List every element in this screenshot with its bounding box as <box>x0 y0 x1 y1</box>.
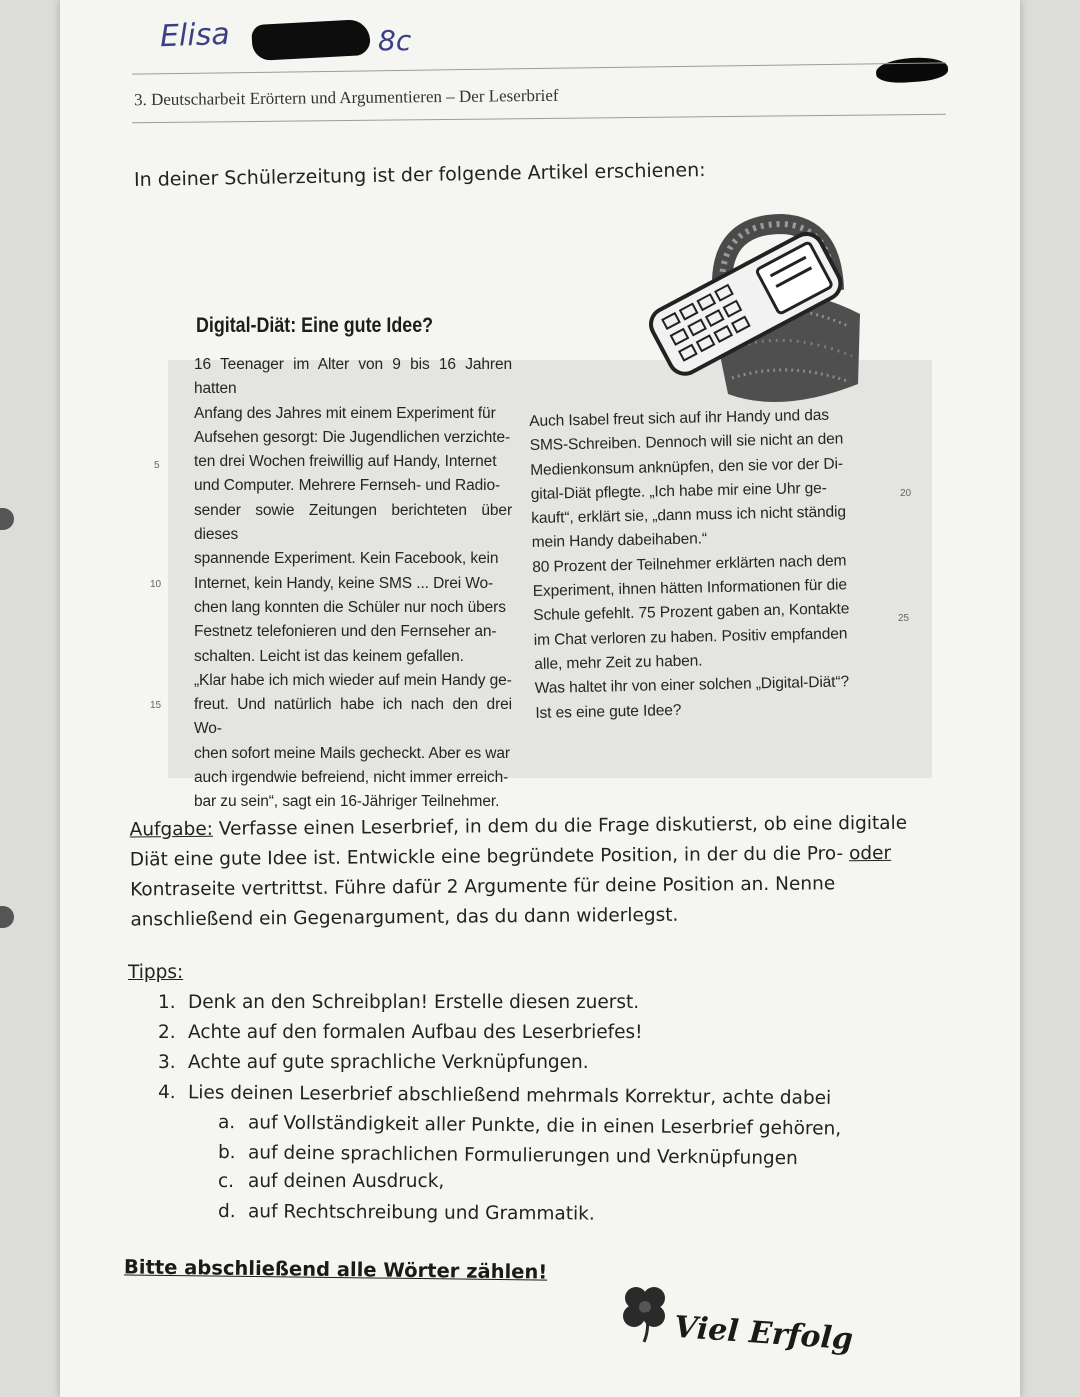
article-title: Digital-Diät: Eine gute Idee? <box>196 314 434 337</box>
tip-subitem-letter: c. <box>218 1171 235 1192</box>
header-rule-top <box>132 62 946 74</box>
tip-text: Achte auf den formalen Aufbau des Leserbriefes! <box>188 1022 643 1043</box>
line-number-20: 20 <box>900 488 912 499</box>
punch-hole-top <box>0 508 14 530</box>
article-line: kauft“, erklärt sie, „dann muss ich nicht ständig <box>531 503 847 528</box>
header-rule-bottom <box>132 114 946 124</box>
tip-subitem-text: auf Rechtschreibung und Grammatik. <box>247 1201 595 1225</box>
ink-blot <box>875 56 948 85</box>
student-name: Elisa <box>159 16 231 55</box>
tips-heading: Tipps: <box>128 962 184 983</box>
tip-subitem <box>218 1112 841 1140</box>
tip-subitem-text: auf deinen Ausdruck, <box>248 1171 445 1192</box>
article-line: Was haltet ihr von einer solchen „Digital-Diät“? <box>534 673 850 698</box>
article-line: chen lang konnten die Schüler nur noch übers <box>194 598 506 616</box>
tip-subitem-text: auf deine sprachlichen Formulierungen und Verknüpfungen <box>247 1142 798 1170</box>
tip-number: 2. <box>158 1022 176 1043</box>
article-line: spannende Experiment. Kein Facebook, kein <box>194 550 499 568</box>
good-luck-text: Viel Erfolg <box>672 1309 855 1358</box>
tip-item <box>158 1022 643 1043</box>
closing-instruction: Bitte abschließend alle Wörter zählen! <box>123 1255 548 1284</box>
article-line: auch irgendwie befreiend, nicht immer erreich- <box>194 769 509 787</box>
article-line: bar zu sein“, sagt ein 16-Jähriger Teilnehmer. <box>194 793 500 811</box>
student-class: 8c <box>378 24 412 57</box>
article-line: Medienkonsum anknüpfen, den sie vor der Di- <box>530 455 844 479</box>
task-text-part-2: Kontraseite vertrittst. Führe dafür 2 Argumente für deine Position an. Nenne anschließend ein Gegenargument, das du dann widerlegst. <box>130 873 836 931</box>
line-number-5: 5 <box>154 460 160 471</box>
exam-title: 3. Deutscharbeit Erörtern und Argumentieren – Der Leserbrief <box>133 85 559 110</box>
clover-icon <box>616 1282 674 1344</box>
tip-text: Achte auf gute sprachliche Verknüpfungen. <box>188 1052 589 1073</box>
article-column-right <box>529 403 870 726</box>
tip-subitem <box>218 1171 444 1192</box>
article-line: gital-Diät pflegte. „Ich habe mir eine Uhr ge- <box>530 479 827 503</box>
tip-subitem-letter: a. <box>217 1112 236 1134</box>
article-line: Experiment, ihnen hätten Informationen für die <box>532 576 848 601</box>
article-line: Festnetz telefonieren und den Fernseher an- <box>194 623 497 641</box>
tip-number: 3. <box>158 1052 176 1073</box>
article-line: Ist es eine gute Idee? <box>535 701 682 722</box>
article-line: „Klar habe ich mich wieder auf mein Handy ge- <box>194 671 512 689</box>
tip-item <box>158 1082 831 1109</box>
phone-padlock-illustration <box>612 210 862 410</box>
line-number-10: 10 <box>150 579 162 590</box>
tip-subitem-letter: b. <box>217 1142 236 1164</box>
tip-text: Lies deinen Leserbrief abschließend mehrmals Korrektur, achte dabei <box>187 1082 832 1109</box>
task-label: Aufgabe: <box>129 818 214 841</box>
article-line: freut. Und natürlich habe ich nach den drei Wo- <box>194 696 512 738</box>
tip-item <box>158 992 639 1013</box>
task-text-part-1: Verfasse einen Leserbrief, in dem du die Frage diskutierst, ob eine digitale Diät eine gute Idee ist. Entwickle eine begründete Position, in der du die Pro- <box>129 812 908 871</box>
line-number-15: 15 <box>150 700 162 711</box>
article-column-left <box>194 353 512 815</box>
tip-subitem-text: auf Vollständigkeit aller Punkte, die in einen Leserbrief gehören, <box>247 1112 842 1140</box>
article-line: Auch Isabel freut sich auf ihr Handy und das <box>529 406 830 430</box>
article-line: chen sofort meine Mails gecheckt. Aber es war <box>194 744 510 762</box>
line-number-25: 25 <box>898 613 910 624</box>
tip-number: 1. <box>158 992 176 1013</box>
article-line: Anfang des Jahres mit einem Experiment für <box>194 404 496 422</box>
intro-sentence: In deiner Schülerzeitung ist der folgende Artikel erschienen: <box>133 159 706 191</box>
article-line: alle, mehr Zeit zu haben. <box>534 652 703 673</box>
article-line: SMS-Schreiben. Dennoch will sie nicht an den <box>529 430 844 455</box>
tip-subitem <box>218 1142 798 1169</box>
article-line: mein Handy dabeihaben.“ <box>531 530 708 552</box>
tip-subitem <box>218 1201 595 1225</box>
article-line: sender sowie Zeitungen berichteten über dieses <box>194 501 512 544</box>
tip-text: Denk an den Schreibplan! Erstelle diesen zuerst. <box>188 992 640 1013</box>
article-line: Aufsehen gesorgt: Die Jugendlichen verzichte- <box>194 428 511 446</box>
tip-item <box>158 1052 589 1073</box>
article-line: 16 Teenager im Alter von 9 bis 16 Jahren hatten <box>194 356 512 398</box>
article-line: schalten. Leicht ist das keinem gefallen. <box>194 647 464 665</box>
article-line: und Computer. Mehrere Fernseh- und Radio- <box>194 477 501 495</box>
task-oder-emphasis: oder <box>848 842 892 865</box>
tip-subitem-letter: d. <box>217 1201 236 1223</box>
article-line: Internet, kein Handy, keine SMS ... Drei Wo- <box>194 574 494 592</box>
article-line: 80 Prozent der Teilnehmer erklärten nach dem <box>532 552 847 576</box>
article-line: Schule gefehlt. 75 Prozent gaben an, Kontakte <box>533 600 850 625</box>
article-line: im Chat verloren zu haben. Positiv empfanden <box>533 625 848 649</box>
worksheet-page <box>60 0 1020 1397</box>
task-description <box>129 809 930 936</box>
tip-number: 4. <box>157 1082 176 1104</box>
punch-hole-bottom <box>0 906 14 928</box>
article-line: ten drei Wochen freiwillig auf Handy, Internet <box>194 453 497 471</box>
redacted-surname <box>251 19 371 61</box>
